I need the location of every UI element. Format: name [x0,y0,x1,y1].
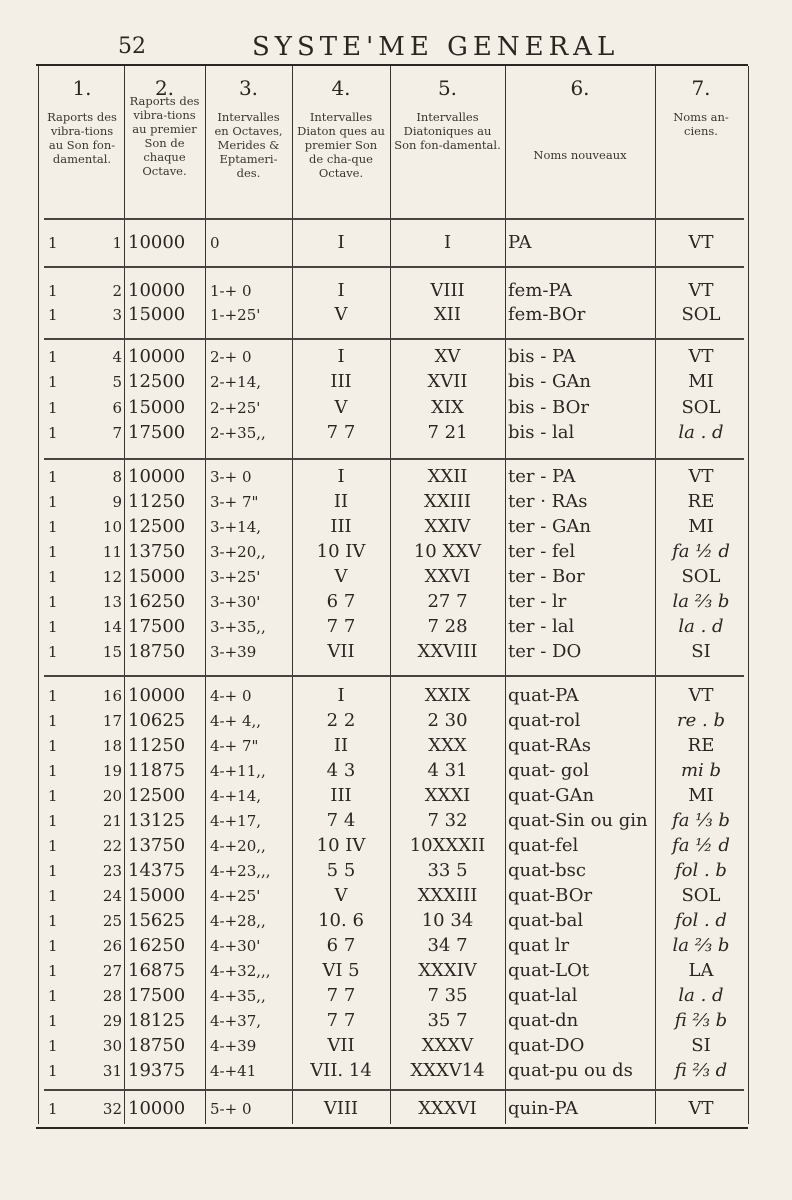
table-cell: 3-+ 0 [210,468,252,486]
table-cell: 1 [48,348,58,366]
table-cell: ter - Bor [508,566,585,587]
table-cell: fa ⅓ b [672,810,730,831]
table-cell: 5-+ 0 [210,1100,252,1118]
table-cell: quin-PA [508,1098,579,1119]
column-number: 7. [691,76,711,100]
table-cell: fi ⅔ d [674,1060,728,1081]
table-cell: 18750 [128,1035,186,1056]
table-cell: II [333,735,349,756]
table-cell: 1 [48,687,58,705]
table-cell: 2-+ 0 [210,348,252,366]
table-cell: ter - fel [508,541,576,562]
table-cell: VT [688,346,714,367]
table-cell: 12 [102,568,122,586]
table-cell: 7 7 [326,985,356,1006]
table-cell: quat-dn [508,1010,579,1031]
column-heading: Noms an-ciens. [673,110,729,138]
table-cell: 1 [48,862,58,880]
table-cell: 6 7 [326,591,356,612]
table-cell: SI [691,1035,711,1056]
table-cell: 17500 [128,422,186,443]
table-cell: 13 [102,593,122,611]
table-cell: XXXV14 [410,1060,485,1081]
table-cell: 1 [112,234,122,252]
table-cell: 7 32 [427,810,468,831]
table-cell: 17 [102,712,122,730]
table-cell: 24 [102,887,122,905]
table-cell: 19375 [128,1060,186,1081]
table-cell: 15000 [128,566,186,587]
table-cell: 15 [102,643,122,661]
table-cell: la ⅔ b [672,591,730,612]
table-cell: 2 [112,282,122,300]
table-cell: 1 [48,373,58,391]
table-cell: 4-+37, [210,1012,262,1030]
header-separator [44,218,744,220]
table-cell: 10 IV [316,541,366,562]
table-cell: XXVIII [417,641,478,662]
table-cell: XXXIII [417,885,478,906]
column-number: 4. [331,76,351,100]
column-heading: Raports des vibra-tions au premier Son de chaque Octave. [129,94,200,178]
table-cell: 35 7 [427,1010,468,1031]
table-cell: VT [688,1098,714,1119]
table-cell: LA [688,960,714,981]
table-cell: 4-+32,,, [210,962,271,980]
table-cell: 6 7 [326,935,356,956]
table-cell: 5 [112,373,122,391]
table-cell: la . d [678,422,724,443]
table-cell: 16 [102,687,122,705]
table-cell: RE [687,735,715,756]
table-cell: 15000 [128,885,186,906]
table-cell: 4-+28,, [210,912,266,930]
table-cell: quat-BOr [508,885,593,906]
table-cell: XVII [427,371,468,392]
table-cell: bis - lal [508,422,575,443]
table-cell: VT [688,685,714,706]
group-separator [44,1089,744,1091]
table-cell: 1 [48,424,58,442]
bottom-rule [36,1127,748,1129]
table-cell: la . d [678,985,724,1006]
table-cell: 4-+30' [210,937,261,955]
table-cell: 1 [48,543,58,561]
table-cell: 7 7 [326,616,356,637]
table-cell: III [330,516,352,537]
column-heading: Raports des vibra-tions au Son fon-damental. [47,110,117,166]
table-cell: 1 [48,468,58,486]
table-cell: 3 [112,306,122,324]
table-cell: quat-Sin ou gin [508,810,648,831]
table-cell: 1 [48,643,58,661]
table-cell: XXXV [421,1035,474,1056]
table-cell: 18750 [128,641,186,662]
table-cell: 4-+17, [210,812,262,830]
table-cell: 10000 [128,1098,186,1119]
table-cell: quat-PA [508,685,579,706]
table-cell: 14375 [128,860,186,881]
table-cell: VII [327,641,355,662]
table-cell: 11875 [128,760,186,781]
table-cell: 3-+39 [210,643,257,661]
table-cell: 1 [48,887,58,905]
column-heading: Noms nouveaux [533,148,627,162]
table-cell: 10 34 [421,910,474,931]
table-cell: 3-+14, [210,518,262,536]
table-cell: 4-+ 4,, [210,712,262,730]
table-cell: 1 [48,568,58,586]
table-cell: fem-PA [508,280,572,301]
page-number: 52 [118,34,146,59]
table-cell: quat-bsc [508,860,587,881]
table-cell: 4-+35,, [210,987,266,1005]
column-number: 3. [238,76,259,100]
group-separator [44,458,744,460]
table-cell: SI [691,641,711,662]
table-cell: fol . b [675,860,727,881]
table-cell: XXX [428,735,467,756]
table-cell: 9 [112,493,122,511]
table-cell: 1 [48,493,58,511]
table-cell: XII [433,304,462,325]
table-cell: 11250 [128,491,186,512]
table-cell: 7 21 [427,422,468,443]
table-cell: 27 7 [427,591,468,612]
table-cell: ter - PA [508,466,576,487]
table-cell: quat-bal [508,910,584,931]
table-cell: fem-BOr [508,304,586,325]
table-cell: 1 [48,234,58,252]
table-cell: SOL [681,566,721,587]
column-divider [505,66,506,1124]
table-cell: 18125 [128,1010,186,1031]
table-cell: quat-GAn [508,785,595,806]
table-cell: VT [688,466,714,487]
table-cell: 12500 [128,371,186,392]
table-cell: 17500 [128,616,186,637]
table-cell: 1 [48,306,58,324]
table-cell: bis - PA [508,346,576,367]
table-cell: XIX [431,397,464,418]
table-cell: XXXIV [418,960,477,981]
table-cell: 5 5 [326,860,356,881]
column-divider [38,66,39,1124]
table-cell: VIII [323,1098,359,1119]
table-cell: 7 7 [326,1010,356,1031]
table-cell: 4-+14, [210,787,262,805]
table-cell: 7 4 [326,810,356,831]
table-cell: 4 31 [427,760,468,781]
table-cell: 4-+11,, [210,762,266,780]
column-divider [124,66,125,1124]
top-rule [36,64,748,66]
table-cell: 1 [48,399,58,417]
table-cell: 10 [102,518,122,536]
table-cell: 10 IV [316,835,366,856]
table-cell: 34 7 [427,935,468,956]
table-cell: 10. 6 [318,910,364,931]
table-cell: 21 [102,812,122,830]
table-cell: 4-+ 0 [210,687,252,705]
table-cell: I [337,685,345,706]
table-cell: XXVI [424,566,471,587]
table-cell: 2-+25' [210,399,261,417]
table-cell: I [337,232,345,253]
table-cell: quat-fel [508,835,579,856]
page-header [0,14,792,62]
table-cell: 4-+39 [210,1037,257,1055]
table-cell: 18 [102,737,122,755]
table-cell: VT [688,280,714,301]
table-cell: 1-+ 0 [210,282,252,300]
column-heading: Intervalles Diatoniques au Son fon-damental. [394,110,501,152]
table-cell: III [330,371,352,392]
table-cell: 12500 [128,785,186,806]
table-cell: 22 [102,837,122,855]
group-separator [44,338,744,340]
table-cell: XXXVI [418,1098,477,1119]
table-cell: ter - GAn [508,516,591,537]
table-cell: XXII [427,466,468,487]
table-cell: quat-pu ou ds [508,1060,633,1081]
table-cell: quat lr [508,935,570,956]
table-cell: 1 [48,912,58,930]
table-cell: quat-LOt [508,960,590,981]
table-cell: 29 [102,1012,122,1030]
table-cell: 25 [102,912,122,930]
table-cell: VII. 14 [310,1060,372,1081]
table-cell: 1 [48,593,58,611]
table-cell: 16250 [128,591,186,612]
table-cell: XXIV [424,516,471,537]
table-cell: 15625 [128,910,186,931]
table-cell: 3-+25' [210,568,261,586]
table-cell: RE [687,491,715,512]
table-cell: 7 28 [427,616,468,637]
table-cell: VI 5 [322,960,360,981]
column-number: 6. [570,76,590,100]
table-cell: 10000 [128,685,186,706]
table-cell: 11 [102,543,122,561]
table-cell: 30 [102,1037,122,1055]
table-cell: 12500 [128,516,186,537]
table-cell: V [334,566,348,587]
column-heading: Intervalles en Octaves, Merides & Eptameri-des. [214,110,283,180]
table-cell: 10000 [128,466,186,487]
table-cell: 16250 [128,935,186,956]
table-cell: I [443,232,452,253]
table-cell: 4-+ 7" [210,737,259,755]
table-cell: 1-+25' [210,306,261,324]
table-cell: I [337,346,345,367]
table-cell: ter - DO [508,641,582,662]
table-cell: 3-+ 7" [210,493,259,511]
table-cell: mi b [680,760,722,781]
column-number: 1. [72,76,92,100]
table-cell: 32 [102,1100,122,1118]
group-separator [44,266,744,268]
table-cell: 10000 [128,346,186,367]
table-cell: VT [688,232,714,253]
table-cell: 2-+35,, [210,424,266,442]
table-cell: 10625 [128,710,186,731]
table-cell: 27 [102,962,122,980]
table-cell: 10XXXII [409,835,486,856]
table-cell: 1 [48,1012,58,1030]
table-cell: 8 [112,468,122,486]
table-cell: 2 30 [427,710,468,731]
table-cell: 19 [102,762,122,780]
table-cell: III [330,785,352,806]
table-cell: XXXI [424,785,471,806]
table-cell: PA [508,232,532,253]
table-cell: 1 [48,987,58,1005]
table-cell: 15000 [128,397,186,418]
table-cell: XXIII [424,491,471,512]
table-cell: fa ½ d [672,835,730,856]
table-cell: fi ⅔ b [674,1010,728,1031]
table-cell: bis - GAn [508,371,592,392]
table-cell: 10000 [128,280,186,301]
running-title: SYSTE'ME GENERAL [252,32,620,62]
table-cell: 11250 [128,735,186,756]
table-cell: 1 [48,712,58,730]
table-cell: quat-DO [508,1035,585,1056]
table-cell: 1 [48,1037,58,1055]
table-cell: SOL [681,397,721,418]
table-cell: la ⅔ b [672,935,730,956]
table-cell: SOL [681,304,721,325]
table-cell: 7 7 [326,422,356,443]
table-cell: 28 [102,987,122,1005]
table-cell: quat- gol [508,760,589,781]
table-cell: 4-+25' [210,887,261,905]
table-cell: 1 [48,937,58,955]
table-cell: 1 [48,618,58,636]
table-cell: 31 [102,1062,122,1080]
table-cell: 17500 [128,985,186,1006]
table-cell: 4 [112,348,122,366]
table-cell: 1 [48,1062,58,1080]
table-cell: ter - lr [508,591,567,612]
table-cell: V [334,397,348,418]
column-divider [748,66,749,1124]
table-cell: 7 [112,424,122,442]
table-cell: 3-+20,, [210,543,266,561]
table-cell: 1 [48,282,58,300]
table-cell: V [334,885,348,906]
table-cell: 16875 [128,960,186,981]
table-cell: MI [688,371,714,392]
table-cell: 0 [210,234,220,252]
table-cell: 1 [48,837,58,855]
table-cell: 1 [48,518,58,536]
table-cell: 20 [102,787,122,805]
table-cell: 4-+20,, [210,837,266,855]
table-cell: 15000 [128,304,186,325]
table-cell: quat-lal [508,985,578,1006]
table-cell: re . b [677,710,725,731]
table-cell: VIII [430,280,465,301]
table-cell: I [337,466,345,487]
table-cell: 6 [112,399,122,417]
table-cell: 7 35 [427,985,468,1006]
table-cell: MI [688,516,714,537]
table-cell: MI [688,785,714,806]
table-cell: bis - BOr [508,397,589,418]
table-cell: 4 3 [326,760,356,781]
table-cell: 1 [48,962,58,980]
table-cell: V [334,304,348,325]
table-cell: 3-+35,, [210,618,266,636]
table-cell: 14 [102,618,122,636]
table-cell: 2-+14, [210,373,262,391]
table-cell: 1 [48,787,58,805]
group-separator [44,675,744,677]
table-cell: ter - lal [508,616,575,637]
table-cell: 13750 [128,541,186,562]
table-cell: 2 2 [326,710,356,731]
table-cell: 1 [48,1100,58,1118]
table-cell: 13750 [128,835,186,856]
column-divider [205,66,206,1124]
column-number: 2. [154,76,175,100]
table-cell: 23 [102,862,122,880]
table-cell: 4-+23,,, [210,862,271,880]
column-number: 5. [437,76,458,100]
table-cell: 1 [48,737,58,755]
table-cell: VII [327,1035,355,1056]
table-cell: 33 5 [427,860,468,881]
table-cell: SOL [681,885,721,906]
table-cell: 10000 [128,232,186,253]
table-cell: quat-RAs [508,735,591,756]
table-cell: XXIX [424,685,471,706]
table-cell: XV [434,346,461,367]
table-cell: II [333,491,349,512]
table-cell: 3-+30' [210,593,261,611]
table-cell: fa ½ d [672,541,730,562]
column-heading: Intervalles Diaton ques au premier Son de cha-que Octave. [297,110,385,180]
table-cell: la . d [678,616,724,637]
table-cell: 1 [48,762,58,780]
table-cell: quat-rol [508,710,581,731]
table-cell: fol . d [675,910,727,931]
table-cell: 26 [102,937,122,955]
table-cell: 10 XXV [413,541,482,562]
table-cell: ter · RAs [508,491,588,512]
table-cell: I [337,280,345,301]
table-cell: 13125 [128,810,186,831]
table-cell: 1 [48,812,58,830]
table-cell: 4-+41 [210,1062,257,1080]
